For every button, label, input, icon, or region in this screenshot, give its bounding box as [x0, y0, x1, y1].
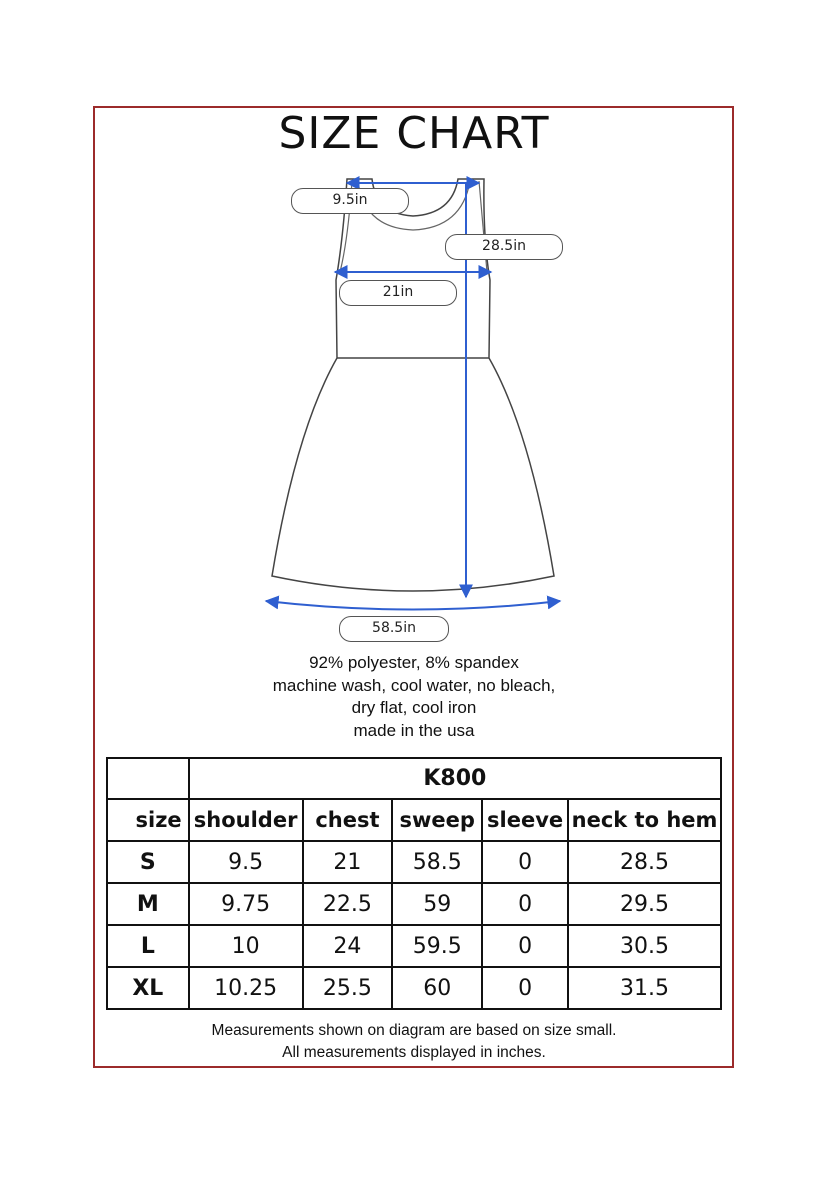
size-label: M [107, 883, 189, 925]
sweep-measure-label: 58.5in [339, 616, 449, 642]
table-cell: 0 [482, 883, 568, 925]
column-header-neck-to-hem: neck to hem [568, 799, 721, 841]
care-line: 92% polyester, 8% spandex [309, 653, 519, 672]
care-line: made in the usa [353, 720, 475, 740]
column-header-sweep: sweep [392, 799, 482, 841]
size-table [106, 757, 722, 1010]
table-corner-cell [107, 758, 189, 799]
table-cell: 0 [482, 925, 568, 967]
size-label: S [107, 841, 189, 883]
table-cell: 9.75 [189, 883, 303, 925]
table-cell: 28.5 [568, 841, 721, 883]
table-cell: 9.5 [189, 841, 303, 883]
table-cell: 60 [392, 967, 482, 1009]
table-cell: 10 [189, 925, 303, 967]
footnote-line: Measurements shown on diagram are based on size small. [211, 1022, 617, 1039]
column-header-size: size [107, 799, 189, 841]
table-cell: 0 [482, 841, 568, 883]
length-measure-label: 28.5in [445, 234, 563, 260]
care-line: dry flat, cool iron [351, 698, 477, 717]
column-header-chest: chest [303, 799, 393, 841]
table-row [107, 925, 721, 967]
shoulder-measure-label: 9.5in [291, 188, 409, 214]
table-cell: 25.5 [303, 967, 393, 1009]
table-cell: 29.5 [568, 883, 721, 925]
table-row [107, 841, 721, 883]
table-cell: 59.5 [392, 925, 482, 967]
table-cell: 59 [392, 883, 482, 925]
table-row [107, 967, 721, 1009]
table-cell: 21 [303, 841, 393, 883]
care-instructions [0, 652, 828, 742]
care-line: machine wash, cool water, no bleach, [272, 675, 556, 695]
model-number: K800 [189, 758, 721, 799]
table-row [107, 883, 721, 925]
chest-measure-label: 21in [339, 280, 457, 306]
page-title: SIZE CHART [278, 108, 550, 159]
table-header-row [107, 799, 721, 841]
table-cell: 10.25 [189, 967, 303, 1009]
table-cell: 30.5 [568, 925, 721, 967]
table-cell: 31.5 [568, 967, 721, 1009]
sweep-arrow [266, 601, 560, 610]
footnote [0, 1020, 828, 1064]
size-label: L [107, 925, 189, 967]
table-cell: 58.5 [392, 841, 482, 883]
column-header-sleeve: sleeve [482, 799, 568, 841]
size-label: XL [107, 967, 189, 1009]
table-cell: 24 [303, 925, 393, 967]
column-header-shoulder: shoulder [189, 799, 303, 841]
table-cell: 0 [482, 967, 568, 1009]
table-cell: 22.5 [303, 883, 393, 925]
table-model-row [107, 758, 721, 799]
footnote-line: All measurements displayed in inches. [282, 1044, 546, 1061]
